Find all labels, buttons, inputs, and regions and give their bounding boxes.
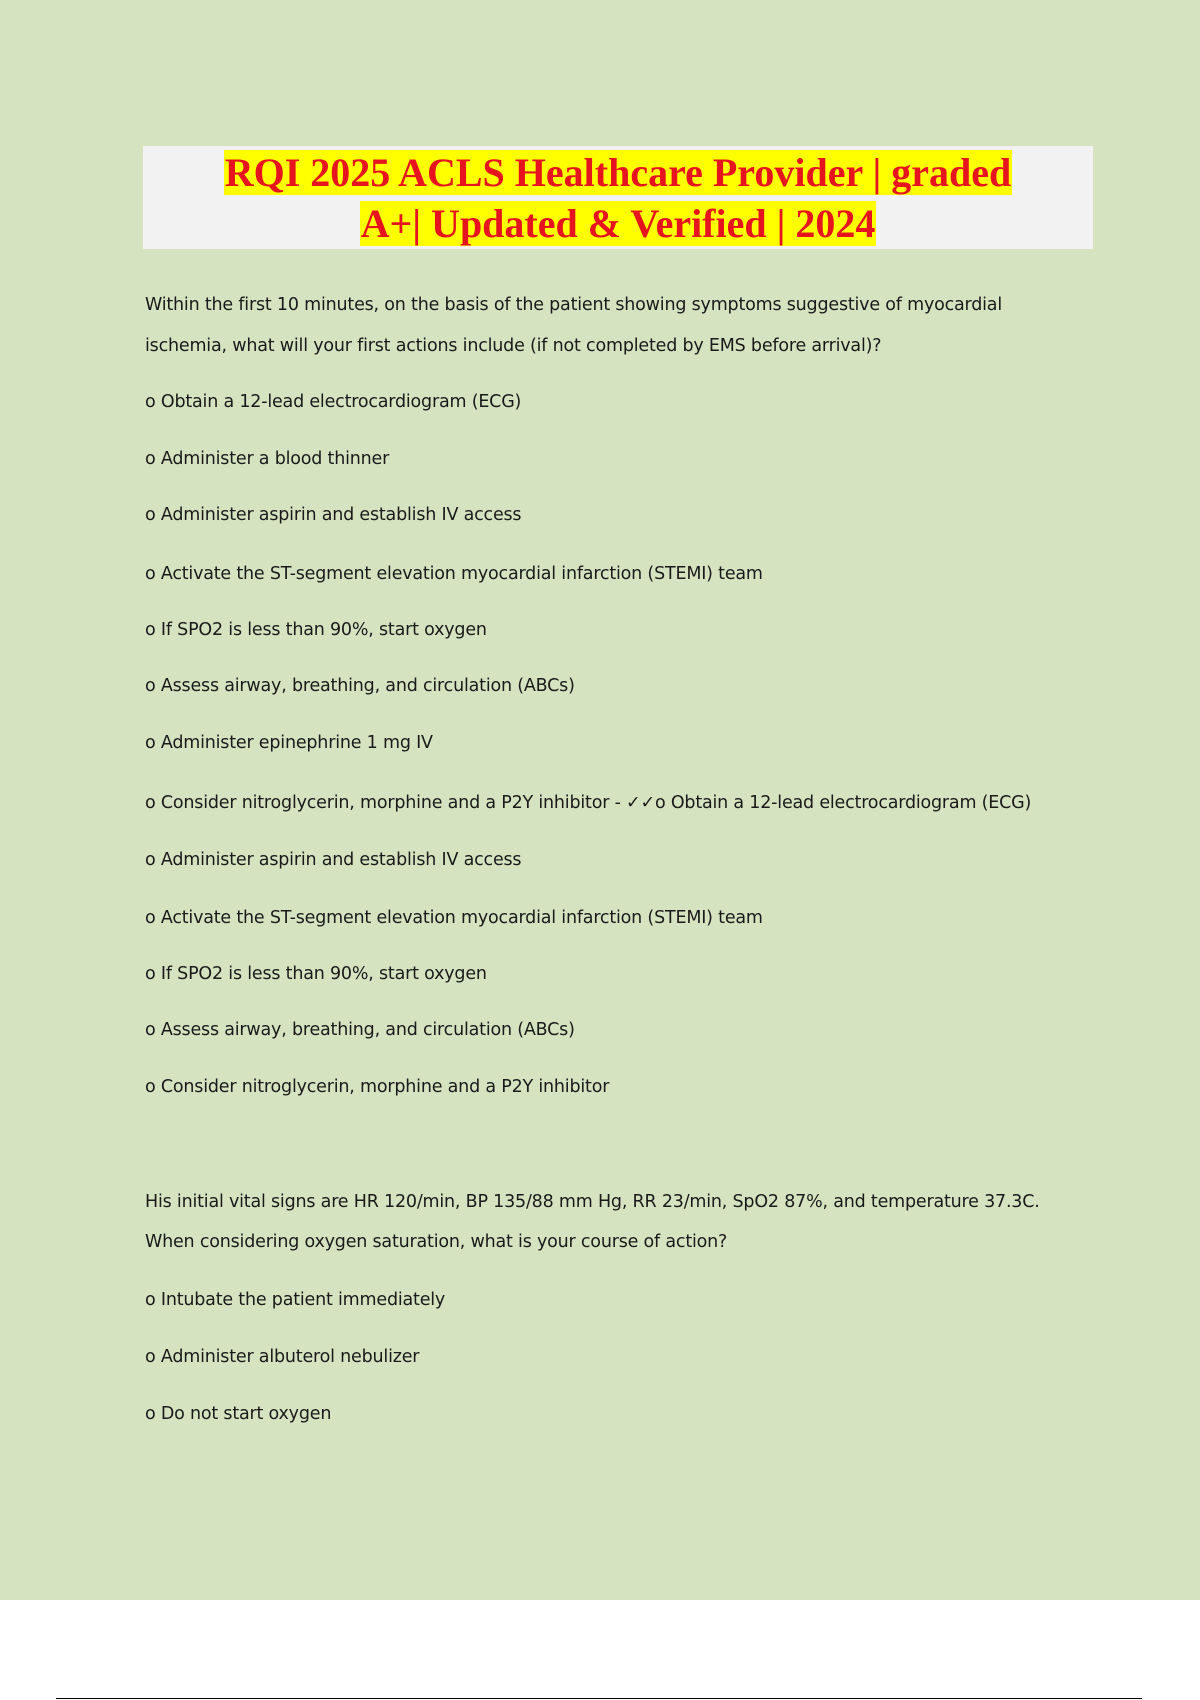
question-1-answer-option: o Activate the ST-segment elevation myocardial infarction (STEMI) team [145,908,763,928]
question-2-option: o Intubate the patient immediately [145,1290,446,1310]
question-1-option: o Administer epinephrine 1 mg IV [145,733,433,753]
title-text-2: A+| Updated & Verified | 2024 [360,200,876,246]
question-1-answer-option: o If SPO2 is less than 90%, start oxygen [145,964,487,984]
question-1-option: o Assess airway, breathing, and circulation (ABCs) [145,676,575,696]
question-1-prompt-line-2: ischemia, what will your first actions include (if not completed by EMS before arrival)? [145,336,882,356]
question-1-answer-option: o Consider nitroglycerin, morphine and a P2Y inhibitor [145,1077,610,1097]
question-1-answer-option: o Administer aspirin and establish IV access [145,850,522,870]
question-2-prompt-line-1: His initial vital signs are HR 120/min, BP 135/88 mm Hg, RR 23/min, SpO2 87%, and temperature 37.3C. [145,1192,1040,1212]
title-text-1: RQI 2025 ACLS Healthcare Provider | graded [224,149,1012,195]
question-1-option: o If SPO2 is less than 90%, start oxygen [145,620,487,640]
question-1-option: o Activate the ST-segment elevation myocardial infarction (STEMI) team [145,564,763,584]
question-1-answer-line: o Consider nitroglycerin, morphine and a P2Y inhibitor - ✓✓o Obtain a 12-lead electrocardiogram (ECG) [145,793,1032,813]
question-2-option: o Administer albuterol nebulizer [145,1347,420,1367]
title-box [143,146,1093,249]
question-1-option: o Obtain a 12-lead electrocardiogram (ECG) [145,392,522,412]
bottom-divider [56,1698,1142,1699]
question-1-answer-option: o Assess airway, breathing, and circulation (ABCs) [145,1020,575,1040]
question-2-prompt-line-2: When considering oxygen saturation, what is your course of action? [145,1232,728,1252]
question-1-option: o Administer aspirin and establish IV access [145,505,522,525]
question-1-option: o Administer a blood thinner [145,449,390,469]
question-2-option: o Do not start oxygen [145,1404,332,1424]
title-line-1 [224,147,1013,198]
question-1-prompt-line-1: Within the first 10 minutes, on the basis of the patient showing symptoms suggestive of myocardial [145,295,1002,315]
title-line-2 [360,198,877,249]
